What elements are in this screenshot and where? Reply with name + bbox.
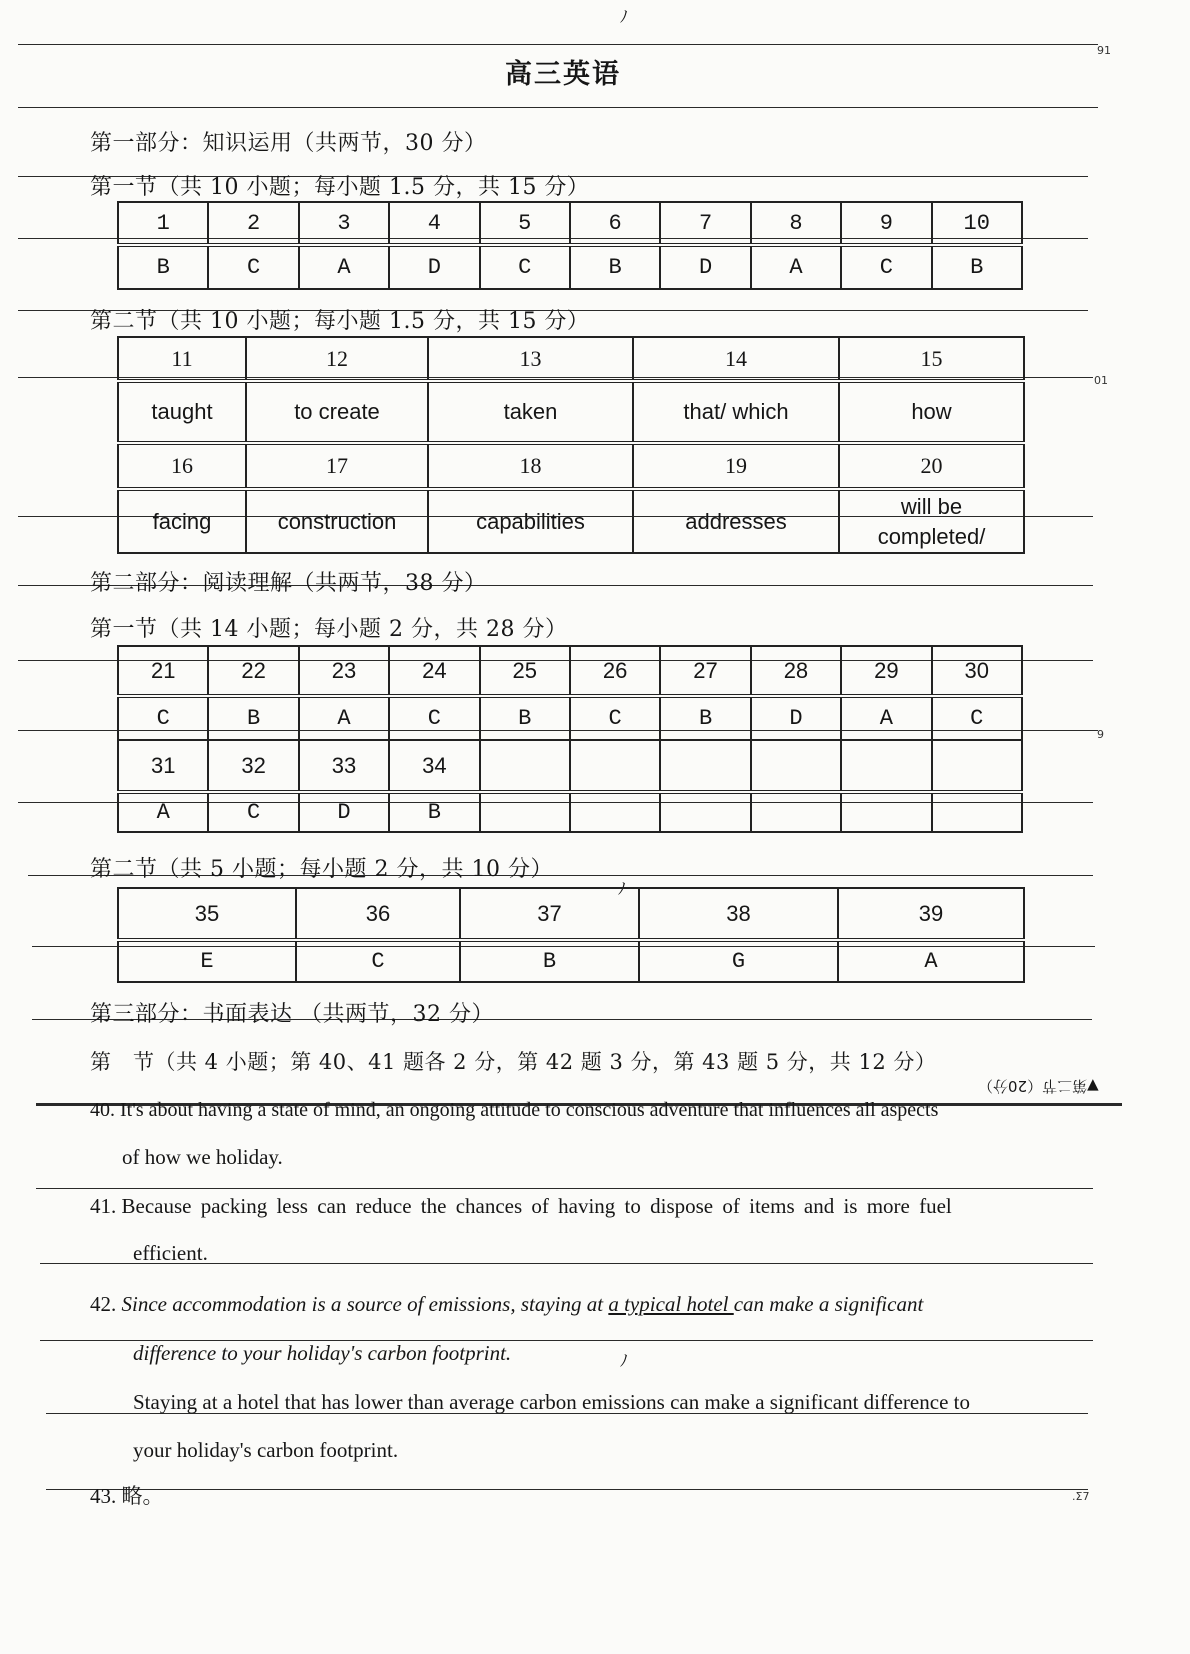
answer-cell: B [118, 245, 208, 289]
answer-text: Because packing less can reduce the chances of having to dispose of items and is more fuel [121, 1194, 952, 1218]
question-number: 35 [118, 888, 296, 940]
rule-line [46, 1489, 1088, 1490]
answer-number: 42. [90, 1292, 117, 1316]
tick-mark: ﾉ [618, 879, 627, 898]
question-number: 4 [389, 202, 479, 245]
margin-mark: 91 [1097, 44, 1111, 57]
answer-cell: C [841, 245, 931, 289]
question-number: 15 [839, 337, 1024, 381]
answer-42 [90, 1280, 923, 1328]
answer-cell: D [299, 792, 389, 832]
question-number: 39 [838, 888, 1024, 940]
answer-cell: that/ which [633, 381, 839, 443]
answer-cell: taken [428, 381, 633, 443]
question-number: 11 [118, 337, 246, 381]
question-number: 12 [246, 337, 428, 381]
answer-cell: D [751, 696, 841, 740]
part2-section1-heading: 第一节（共 14 小题；每小题 2 分，共 28 分） [90, 617, 568, 642]
question-number: 9 [841, 202, 931, 245]
question-number: 6 [570, 202, 660, 245]
question-number: 7 [660, 202, 750, 245]
question-number [480, 740, 570, 792]
question-number: 18 [428, 443, 633, 489]
answer-cell [480, 792, 570, 832]
answer-cell: will be completed/ [839, 489, 1024, 553]
answer-cell: B [660, 696, 750, 740]
question-number [570, 740, 660, 792]
question-number: 33 [299, 740, 389, 792]
answer-cell: construction [246, 489, 428, 553]
answer-cell: A [299, 696, 389, 740]
answer-40-continued: of how we holiday. [122, 1145, 283, 1169]
answer-cell: facing [118, 489, 246, 553]
question-number: 5 [480, 202, 570, 245]
question-number: 30 [932, 646, 1022, 696]
question-number: 8 [751, 202, 841, 245]
answer-cell: G [639, 940, 838, 982]
answer-cell: E [118, 940, 296, 982]
margin-mark: 9 [1097, 728, 1104, 741]
answer-cell: C [118, 696, 208, 740]
question-number: 31 [118, 740, 208, 792]
question-number: 19 [633, 443, 839, 489]
question-number: 13 [428, 337, 633, 381]
part3-section1-heading: 第 节（共 4 小题；第 40、41 题各 2 分，第 42 题 3 分，第 43 题 5 分，共 12 分） [90, 1050, 937, 1074]
part2-section2-table [117, 887, 1025, 983]
answer-cell: B [932, 245, 1022, 289]
question-number: 37 [460, 888, 639, 940]
question-number: 24 [389, 646, 479, 696]
answer-text: Since accommodation is a source of emissions, staying at [121, 1292, 609, 1316]
part1-section1-table [117, 201, 1023, 290]
rule-line [18, 44, 1098, 45]
question-number: 26 [570, 646, 660, 696]
answer-cell: A [841, 696, 931, 740]
question-number: 20 [839, 443, 1024, 489]
question-number: 10 [932, 202, 1022, 245]
answer-cell: taught [118, 381, 246, 443]
answer-cell: B [570, 245, 660, 289]
question-number: 27 [660, 646, 750, 696]
tick-mark: ﾉ [620, 7, 629, 26]
question-number: 34 [389, 740, 479, 792]
question-number: 38 [639, 888, 838, 940]
answer-cell: C [932, 696, 1022, 740]
answer-cell: C [480, 245, 570, 289]
answer-43: 43. 略。 [90, 1484, 164, 1508]
answer-cell [660, 792, 750, 832]
answer-cell: B [389, 792, 479, 832]
answer-cell: D [660, 245, 750, 289]
question-number: 25 [480, 646, 570, 696]
answer-40 [90, 1086, 938, 1134]
question-number: 36 [296, 888, 460, 940]
part1-heading: 第一部分：知识运用（共两节，30 分） [90, 131, 487, 156]
answer-cell: A [299, 245, 389, 289]
answer-42-correction: Staying at a hotel that has lower than average carbon emissions can make a significant difference to [133, 1390, 970, 1414]
answer-number: 40. [90, 1099, 115, 1121]
answer-cell: C [208, 792, 298, 832]
answer-41 [90, 1182, 952, 1230]
question-number [660, 740, 750, 792]
answer-cell: A [118, 792, 208, 832]
answer-text: can make a significant [733, 1292, 924, 1316]
answer-cell: B [460, 940, 639, 982]
margin-mark: 01 [1094, 374, 1108, 387]
part2-section2-heading: 第二节（共 5 小题；每小题 2 分，共 10 分） [90, 857, 553, 882]
answer-cell: C [389, 696, 479, 740]
page-title: 高三英语 [505, 59, 621, 90]
answer-42-correction-continued: your holiday's carbon footprint. [133, 1438, 399, 1462]
question-number: 1 [118, 202, 208, 245]
part2-heading: 第二部分：阅读理解（共两节，38 分） [90, 571, 487, 596]
part1-section1-heading: 第一节（共 10 小题；每小题 1.5 分，共 15 分） [90, 175, 590, 200]
answer-cell: capabilities [428, 489, 633, 553]
answer-text: It's about having a state of mind, an ongoing attitude to conscious adventure that influences all aspects [120, 1099, 939, 1121]
answer-cell: C [208, 245, 298, 289]
answer-cell: how [839, 381, 1024, 443]
answer-cell: B [208, 696, 298, 740]
question-number: 28 [751, 646, 841, 696]
answer-cell: D [389, 245, 479, 289]
answer-42-continued: difference to your holiday's carbon footprint. [133, 1341, 512, 1365]
answer-cell: A [751, 245, 841, 289]
answer-cell: to create [246, 381, 428, 443]
question-number [841, 740, 931, 792]
answer-cell [932, 792, 1022, 832]
question-number: 3 [299, 202, 389, 245]
margin-mark: .Σ7 [1072, 1490, 1090, 1503]
part2-section1-table [117, 645, 1023, 833]
rule-line [18, 107, 1098, 108]
answer-number: 41. [90, 1194, 117, 1218]
answer-cell [570, 792, 660, 832]
part1-section2-table [117, 336, 1025, 554]
answer-cell: B [480, 696, 570, 740]
answer-cell: addresses [633, 489, 839, 553]
answer-cell: A [838, 940, 1024, 982]
tick-mark: ﾉ [620, 1351, 629, 1370]
part1-section2-heading: 第二节（共 10 小题；每小题 1.5 分，共 15 分） [90, 309, 590, 334]
question-number [751, 740, 841, 792]
answer-cell: C [296, 940, 460, 982]
answer-cell: C [570, 696, 660, 740]
answer-41-continued: efficient. [133, 1241, 208, 1265]
answer-cell [841, 792, 931, 832]
answer-cell [751, 792, 841, 832]
question-number: 2 [208, 202, 298, 245]
question-number: 23 [299, 646, 389, 696]
question-number [932, 740, 1022, 792]
question-number: 29 [841, 646, 931, 696]
question-number: 32 [208, 740, 298, 792]
question-number: 22 [208, 646, 298, 696]
mirrored-note: ▼第二节（20分） [978, 1077, 1099, 1095]
underlined-phrase: a typical hotel [608, 1292, 734, 1316]
question-number: 21 [118, 646, 208, 696]
question-number: 16 [118, 443, 246, 489]
question-number: 17 [246, 443, 428, 489]
part3-heading: 第三部分：书面表达 （共两节，32 分） [90, 1002, 494, 1027]
question-number: 14 [633, 337, 839, 381]
